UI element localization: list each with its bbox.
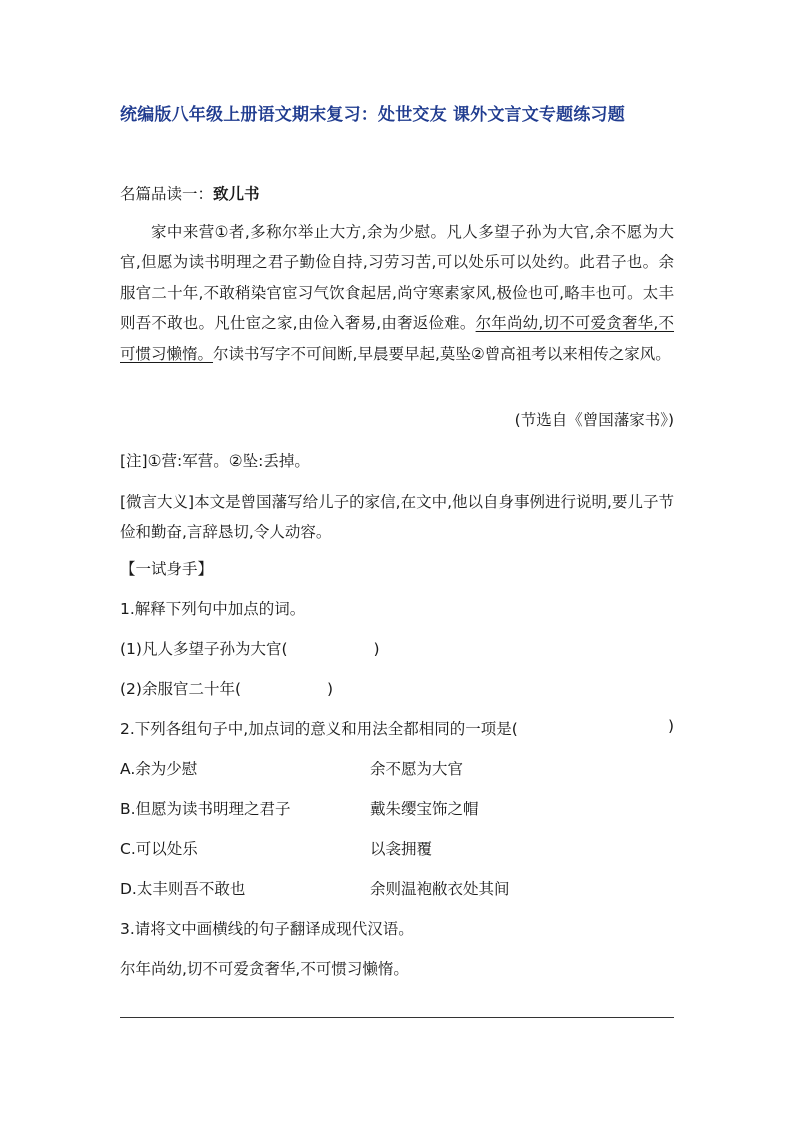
exercise-heading: 【一试身手】	[120, 560, 214, 578]
source-citation: (节选自《曾国藩家书》)	[514, 411, 674, 429]
question-1-item-2-close: )	[327, 680, 334, 698]
option-d-left: D.太丰则吾不敢也	[120, 880, 246, 898]
passage-underlined-sentence: 尔年尚幼,切不可爱贪奢华,不可惯习懒惰。	[120, 314, 675, 363]
question-1-stem: 1.解释下列句中加点的词。	[120, 600, 306, 618]
question-3-sentence: 尔年尚幼,切不可爱贪奢华,不可惯习懒惰。	[120, 960, 409, 978]
passage-part2: 尔读书写字不可间断,早晨要早起,莫坠②曾高祖考以来相传之家风。	[213, 344, 671, 363]
option-a-right: 余不愿为大官	[370, 760, 464, 778]
passage-part1: 家中来营①者,多称尔举止大方,余为少慰。凡人多望子孙为大官,余不愿为大官,但愿为读书明理之君子勤俭自持,习劳习苦,可以处乐可以处约。此君子也。余服官二十年,不敢稍染官宦习气饮食起居,尚守寒素家风,极俭也可,略丰也可。太丰则吾不敢也。凡仕宦之家,由俭入奢易,由奢返俭难。	[120, 223, 674, 333]
section-name: 致儿书	[213, 185, 260, 203]
question-1-item-2-text: (2)余服官二十年(	[120, 680, 242, 698]
option-b-left: B.但愿为读书明理之君子	[120, 800, 291, 818]
question-1-item-1-close: )	[373, 640, 380, 658]
question-2-stem: 2.下列各组句子中,加点词的意义和用法全都相同的一项是(	[120, 720, 518, 738]
option-b-right: 戴朱缨宝饰之帽	[370, 800, 479, 818]
option-c-right: 以衾拥覆	[370, 840, 433, 858]
annotation-notes: [注]①营:军营。②坠:丢掉。	[120, 452, 310, 470]
question-1-item-2	[120, 677, 333, 699]
section-heading	[120, 182, 260, 204]
passage	[120, 217, 674, 369]
summary-paragraph: [微言大义]本文是曾国藩写给儿子的家信,在文中,他以自身事例进行说明,要儿子节俭和勤奋,言辞恳切,令人动容。	[120, 493, 674, 542]
question-2-stem-row	[120, 717, 674, 739]
question-3-stem: 3.请将文中画横线的句子翻译成现代汉语。	[120, 920, 414, 938]
question-1-item-1	[120, 637, 380, 659]
question-2-close: )	[667, 717, 674, 735]
answer-line[interactable]	[120, 1017, 674, 1018]
option-d-right: 余则温袍敝衣处其间	[370, 880, 510, 898]
option-a-left: A.余为少慰	[120, 760, 198, 778]
document-title: 统编版八年级上册语文期末复习：处世交友 课外文言文专题练习题	[120, 105, 625, 125]
section-prefix: 名篇品读一：	[120, 185, 214, 203]
option-c-left: C.可以处乐	[120, 840, 198, 858]
question-1-item-1-text: (1)凡人多望子孙为大官(	[120, 640, 288, 658]
